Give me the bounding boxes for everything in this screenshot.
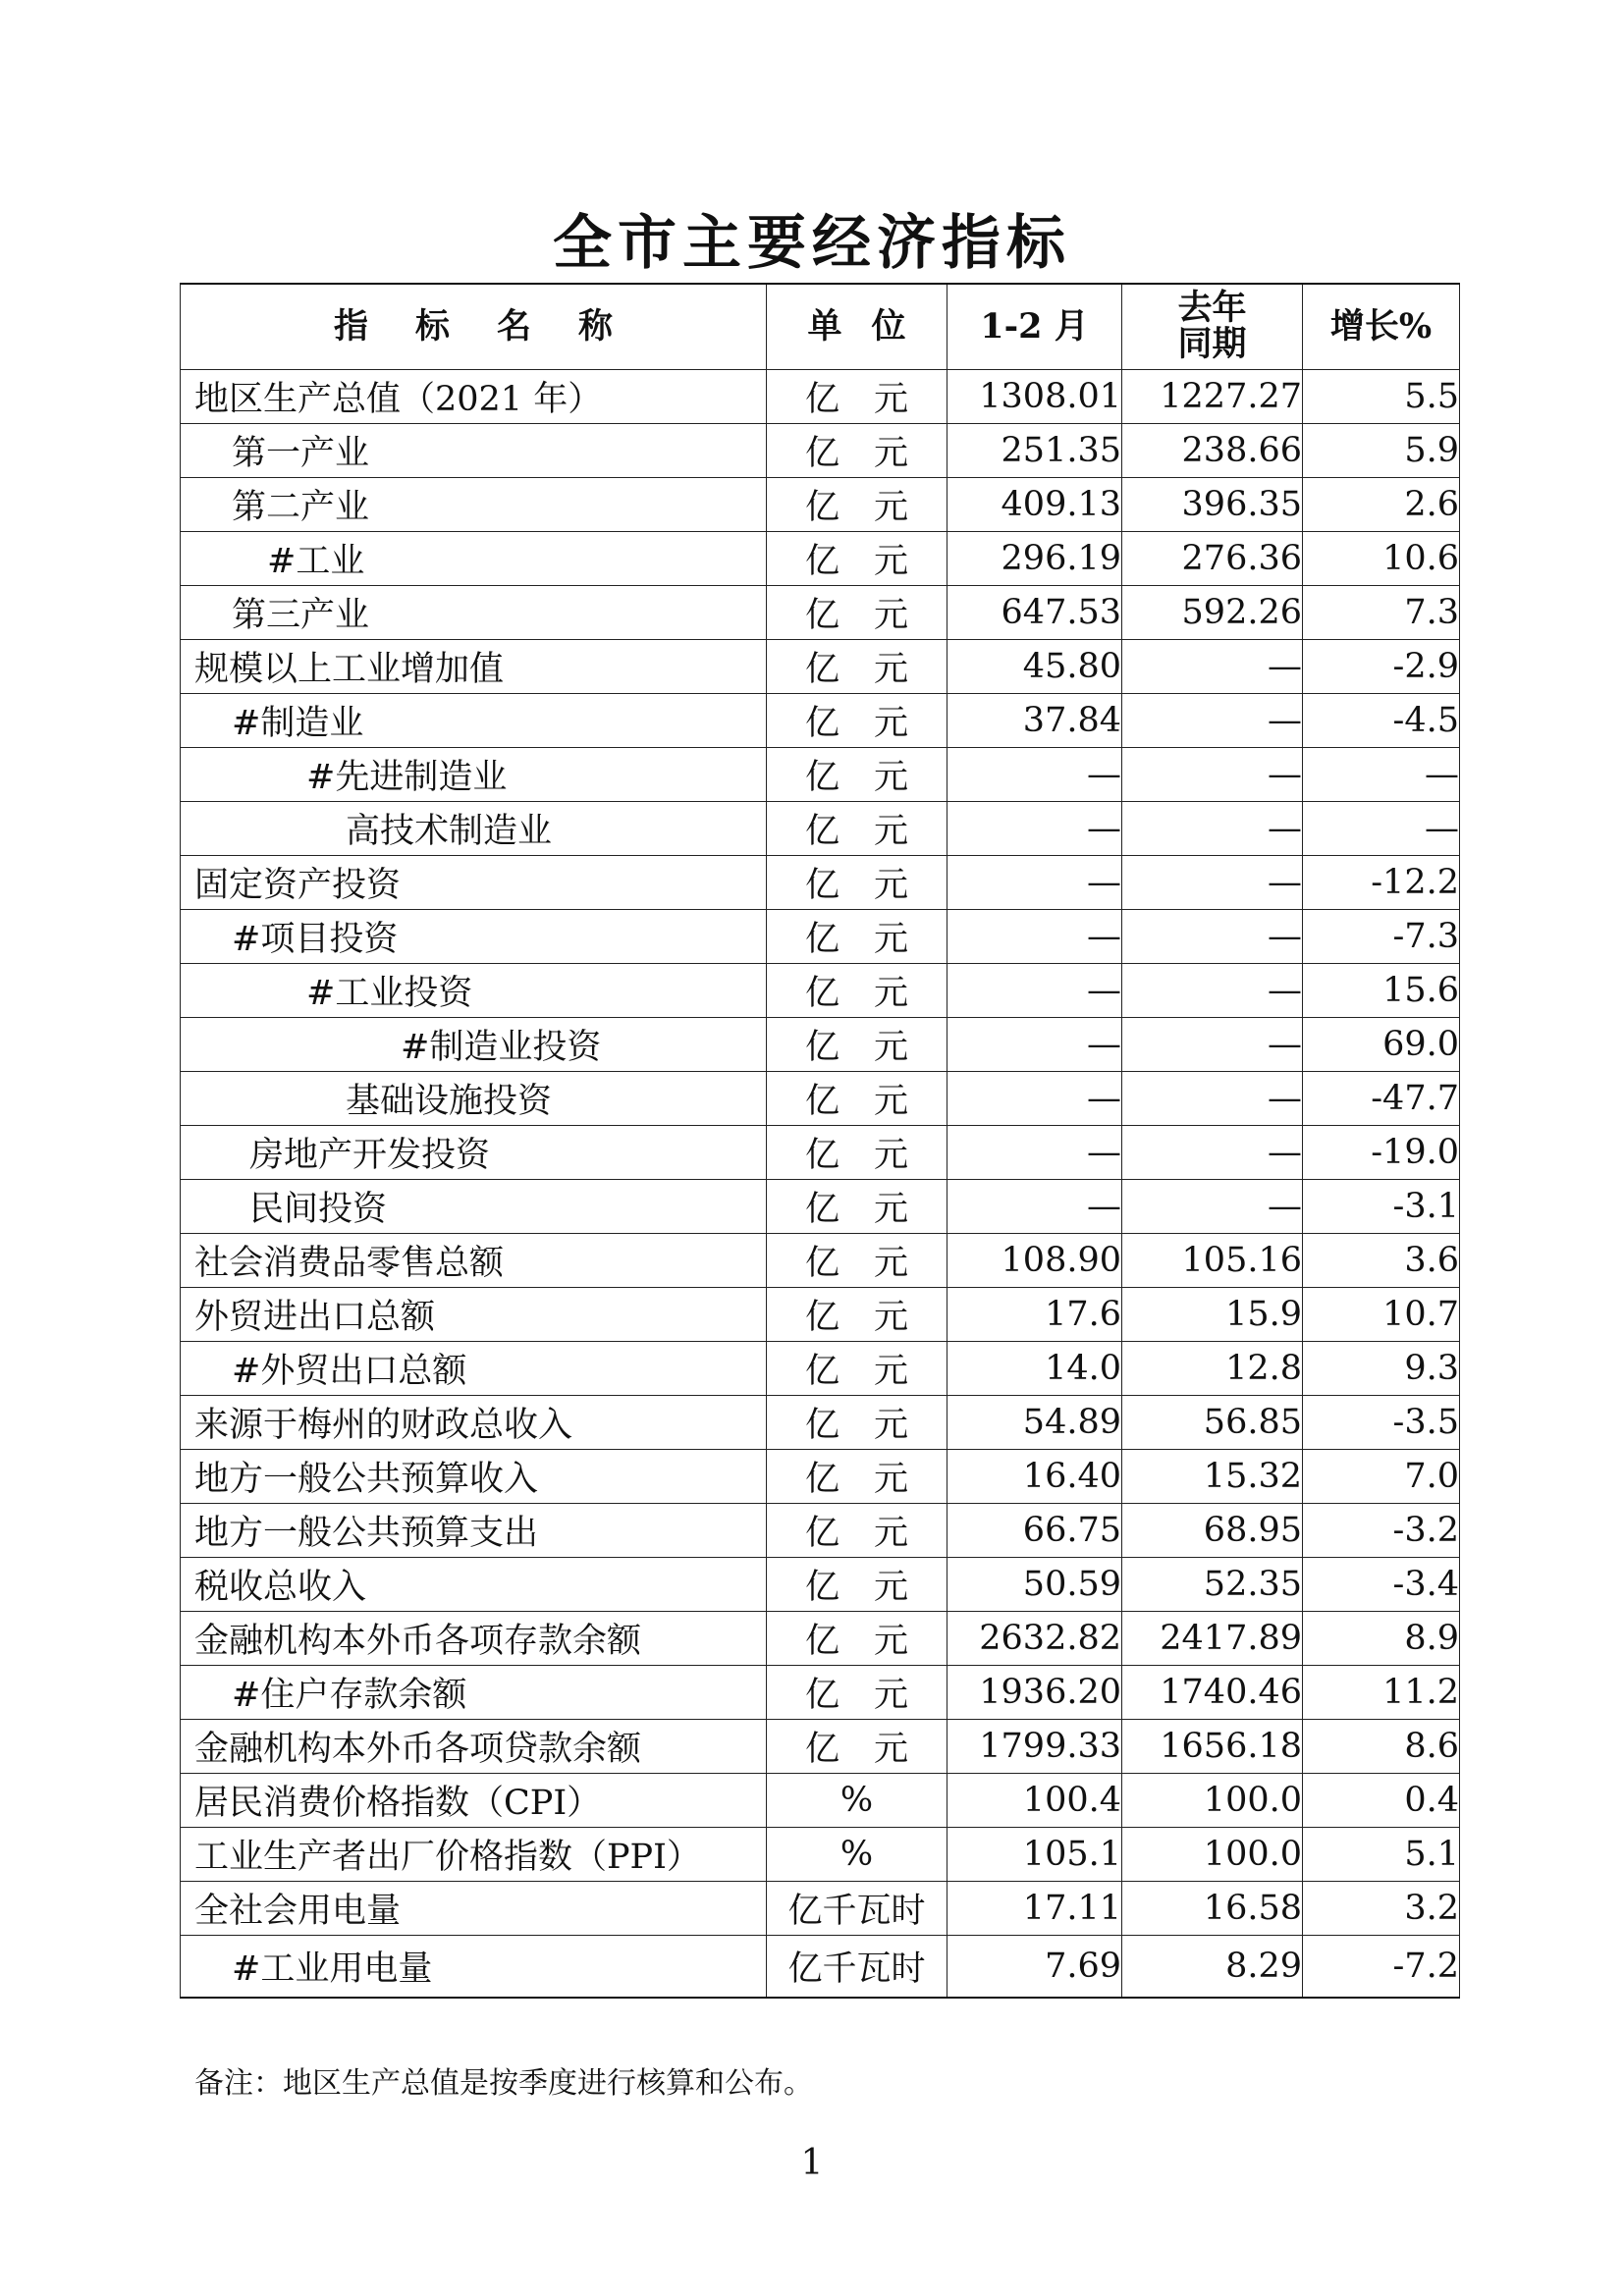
row-name: #工业用电量	[181, 1936, 767, 1999]
row-unit: 亿 元	[767, 586, 947, 640]
row-unit: 亿 元	[767, 1666, 947, 1720]
row-name: 金融机构本外币各项存款余额	[181, 1612, 767, 1666]
row-growth: -3.1	[1303, 1180, 1460, 1234]
row-name: 规模以上工业增加值	[181, 640, 767, 694]
row-current: 17.11	[947, 1882, 1122, 1936]
table-row	[181, 694, 1460, 748]
row-previous: 396.35	[1122, 478, 1303, 532]
row-previous: 15.9	[1122, 1288, 1303, 1342]
row-growth: 8.9	[1303, 1612, 1460, 1666]
row-current: 37.84	[947, 694, 1122, 748]
row-name: 金融机构本外币各项贷款余额	[181, 1720, 767, 1774]
header-growth: 增长%	[1303, 284, 1460, 370]
table-row	[181, 1180, 1460, 1234]
table-row	[181, 748, 1460, 802]
row-previous: 100.0	[1122, 1774, 1303, 1828]
table-row	[181, 1666, 1460, 1720]
row-growth: -4.5	[1303, 694, 1460, 748]
row-unit: 亿 元	[767, 964, 947, 1018]
header-current: 1-2 月	[947, 284, 1122, 370]
row-previous: 100.0	[1122, 1828, 1303, 1882]
row-unit: 亿 元	[767, 478, 947, 532]
row-current: 108.90	[947, 1234, 1122, 1288]
table-row	[181, 1018, 1460, 1072]
row-previous: —	[1122, 640, 1303, 694]
row-name: 固定资产投资	[181, 856, 767, 910]
row-current: 647.53	[947, 586, 1122, 640]
row-growth: 8.6	[1303, 1720, 1460, 1774]
row-growth: 5.9	[1303, 424, 1460, 478]
row-unit: 亿千瓦时	[767, 1882, 947, 1936]
row-current: 2632.82	[947, 1612, 1122, 1666]
row-previous: 276.36	[1122, 532, 1303, 586]
row-previous: 105.16	[1122, 1234, 1303, 1288]
row-current: 45.80	[947, 640, 1122, 694]
row-name: #制造业	[181, 694, 767, 748]
table-row	[181, 1612, 1460, 1666]
row-name: #工业投资	[181, 964, 767, 1018]
row-previous: 16.58	[1122, 1882, 1303, 1936]
row-unit: 亿 元	[767, 1450, 947, 1504]
row-previous: 1227.27	[1122, 370, 1303, 424]
row-growth: 15.6	[1303, 964, 1460, 1018]
table-row	[181, 1828, 1460, 1882]
row-previous: —	[1122, 856, 1303, 910]
row-unit: 亿 元	[767, 370, 947, 424]
row-previous: —	[1122, 1126, 1303, 1180]
table-row	[181, 1504, 1460, 1558]
table-row	[181, 1288, 1460, 1342]
row-growth: 2.6	[1303, 478, 1460, 532]
row-unit: 亿 元	[767, 1558, 947, 1612]
header-previous-line2: 同期	[1177, 324, 1247, 364]
row-current: 251.35	[947, 424, 1122, 478]
row-unit: 亿 元	[767, 1180, 947, 1234]
row-name: 房地产开发投资	[181, 1126, 767, 1180]
row-previous: —	[1122, 802, 1303, 856]
row-previous: 592.26	[1122, 586, 1303, 640]
row-unit: 亿 元	[767, 1612, 947, 1666]
row-unit: 亿 元	[767, 1234, 947, 1288]
row-previous: —	[1122, 1072, 1303, 1126]
row-current: 1936.20	[947, 1666, 1122, 1720]
table-row	[181, 1342, 1460, 1396]
row-growth: 5.1	[1303, 1828, 1460, 1882]
table-row	[181, 1396, 1460, 1450]
row-previous: 15.32	[1122, 1450, 1303, 1504]
row-growth: 11.2	[1303, 1666, 1460, 1720]
row-unit: 亿 元	[767, 1342, 947, 1396]
row-name: 全社会用电量	[181, 1882, 767, 1936]
row-growth: 10.7	[1303, 1288, 1460, 1342]
row-growth: -2.9	[1303, 640, 1460, 694]
row-unit: 亿 元	[767, 748, 947, 802]
row-unit: 亿 元	[767, 1396, 947, 1450]
row-name: #外贸出口总额	[181, 1342, 767, 1396]
row-previous: 8.29	[1122, 1936, 1303, 1999]
row-previous: 238.66	[1122, 424, 1303, 478]
row-name: #工业	[181, 532, 767, 586]
table-row	[181, 1936, 1460, 1999]
row-previous: —	[1122, 1018, 1303, 1072]
row-previous: 56.85	[1122, 1396, 1303, 1450]
row-previous: 52.35	[1122, 1558, 1303, 1612]
row-current: 16.40	[947, 1450, 1122, 1504]
table-row	[181, 1774, 1460, 1828]
row-name: 第二产业	[181, 478, 767, 532]
row-current: 100.4	[947, 1774, 1122, 1828]
row-current: —	[947, 1180, 1122, 1234]
row-unit: 亿 元	[767, 910, 947, 964]
row-name: 工业生产者出厂价格指数（PPI）	[181, 1828, 767, 1882]
row-growth: 0.4	[1303, 1774, 1460, 1828]
row-name: 第三产业	[181, 586, 767, 640]
row-growth: 7.0	[1303, 1450, 1460, 1504]
row-current: 1799.33	[947, 1720, 1122, 1774]
row-previous: 12.8	[1122, 1342, 1303, 1396]
header-name: 指标名称	[181, 284, 767, 370]
table-row	[181, 1072, 1460, 1126]
row-unit: %	[767, 1828, 947, 1882]
row-growth: 3.2	[1303, 1882, 1460, 1936]
page-title: 全市主要经济指标	[553, 209, 1071, 278]
row-name: #制造业投资	[181, 1018, 767, 1072]
row-unit: 亿 元	[767, 1072, 947, 1126]
row-current: —	[947, 1018, 1122, 1072]
row-growth: -12.2	[1303, 856, 1460, 910]
row-growth: -3.2	[1303, 1504, 1460, 1558]
row-unit: 亿 元	[767, 1288, 947, 1342]
row-growth: 69.0	[1303, 1018, 1460, 1072]
row-current: 54.89	[947, 1396, 1122, 1450]
indicators-table	[180, 283, 1460, 1999]
row-unit: %	[767, 1774, 947, 1828]
row-unit: 亿 元	[767, 424, 947, 478]
row-name: 民间投资	[181, 1180, 767, 1234]
row-name: 社会消费品零售总额	[181, 1234, 767, 1288]
row-unit: 亿 元	[767, 640, 947, 694]
row-growth: 10.6	[1303, 532, 1460, 586]
header-previous	[1122, 284, 1303, 370]
row-previous: —	[1122, 694, 1303, 748]
row-previous: —	[1122, 1180, 1303, 1234]
row-previous: —	[1122, 910, 1303, 964]
row-growth: -19.0	[1303, 1126, 1460, 1180]
row-growth: 5.5	[1303, 370, 1460, 424]
table-row	[181, 1720, 1460, 1774]
row-current: 105.1	[947, 1828, 1122, 1882]
row-previous: 1656.18	[1122, 1720, 1303, 1774]
row-previous: —	[1122, 964, 1303, 1018]
table-row	[181, 1882, 1460, 1936]
row-name: #项目投资	[181, 910, 767, 964]
row-unit: 亿 元	[767, 532, 947, 586]
table-row	[181, 478, 1460, 532]
row-current: 1308.01	[947, 370, 1122, 424]
table-row	[181, 1234, 1460, 1288]
row-name: 高技术制造业	[181, 802, 767, 856]
row-growth: -3.4	[1303, 1558, 1460, 1612]
row-current: 7.69	[947, 1936, 1122, 1999]
row-name: 地方一般公共预算支出	[181, 1504, 767, 1558]
row-name: 居民消费价格指数（CPI）	[181, 1774, 767, 1828]
row-previous: 68.95	[1122, 1504, 1303, 1558]
row-name: 基础设施投资	[181, 1072, 767, 1126]
table-row	[181, 532, 1460, 586]
table-row	[181, 1558, 1460, 1612]
table-row	[181, 1450, 1460, 1504]
row-unit: 亿 元	[767, 1504, 947, 1558]
row-previous: —	[1122, 748, 1303, 802]
row-growth: 7.3	[1303, 586, 1460, 640]
footnote: 备注：地区生产总值是按季度进行核算和公布。	[194, 2066, 813, 2101]
row-unit: 亿 元	[767, 694, 947, 748]
row-current: 50.59	[947, 1558, 1122, 1612]
header-previous-line1: 去年	[1177, 288, 1247, 329]
row-growth: 9.3	[1303, 1342, 1460, 1396]
row-name: 税收总收入	[181, 1558, 767, 1612]
row-current: 14.0	[947, 1342, 1122, 1396]
row-unit: 亿 元	[767, 1720, 947, 1774]
row-unit: 亿 元	[767, 1018, 947, 1072]
row-current: 409.13	[947, 478, 1122, 532]
table-row	[181, 964, 1460, 1018]
row-name: 地方一般公共预算收入	[181, 1450, 767, 1504]
row-current: —	[947, 1072, 1122, 1126]
row-name: 地区生产总值（2021 年）	[181, 370, 767, 424]
table-row	[181, 856, 1460, 910]
row-previous: 1740.46	[1122, 1666, 1303, 1720]
row-growth: —	[1303, 748, 1460, 802]
table-row	[181, 586, 1460, 640]
row-growth: —	[1303, 802, 1460, 856]
row-unit: 亿 元	[767, 1126, 947, 1180]
row-name: #住户存款余额	[181, 1666, 767, 1720]
table-row	[181, 424, 1460, 478]
table-row	[181, 802, 1460, 856]
table-row	[181, 640, 1460, 694]
row-current: 17.6	[947, 1288, 1122, 1342]
row-unit: 亿 元	[767, 802, 947, 856]
row-growth: -3.5	[1303, 1396, 1460, 1450]
row-name: 第一产业	[181, 424, 767, 478]
table-header-row	[181, 284, 1460, 370]
row-current: —	[947, 856, 1122, 910]
table-body	[181, 370, 1460, 1999]
row-name: 外贸进出口总额	[181, 1288, 767, 1342]
row-current: —	[947, 1126, 1122, 1180]
header-unit: 单位	[767, 284, 947, 370]
table-row	[181, 370, 1460, 424]
row-name: #先进制造业	[181, 748, 767, 802]
row-growth: 3.6	[1303, 1234, 1460, 1288]
row-growth: -7.3	[1303, 910, 1460, 964]
row-current: —	[947, 748, 1122, 802]
row-current: —	[947, 802, 1122, 856]
table-row	[181, 910, 1460, 964]
row-name: 来源于梅州的财政总收入	[181, 1396, 767, 1450]
row-current: 66.75	[947, 1504, 1122, 1558]
row-unit: 亿 元	[767, 856, 947, 910]
row-unit: 亿千瓦时	[767, 1936, 947, 1999]
page-number: 1	[800, 2143, 824, 2183]
row-growth: -47.7	[1303, 1072, 1460, 1126]
row-previous: 2417.89	[1122, 1612, 1303, 1666]
table-row	[181, 1126, 1460, 1180]
row-growth: -7.2	[1303, 1936, 1460, 1999]
row-current: 296.19	[947, 532, 1122, 586]
row-current: —	[947, 964, 1122, 1018]
row-current: —	[947, 910, 1122, 964]
